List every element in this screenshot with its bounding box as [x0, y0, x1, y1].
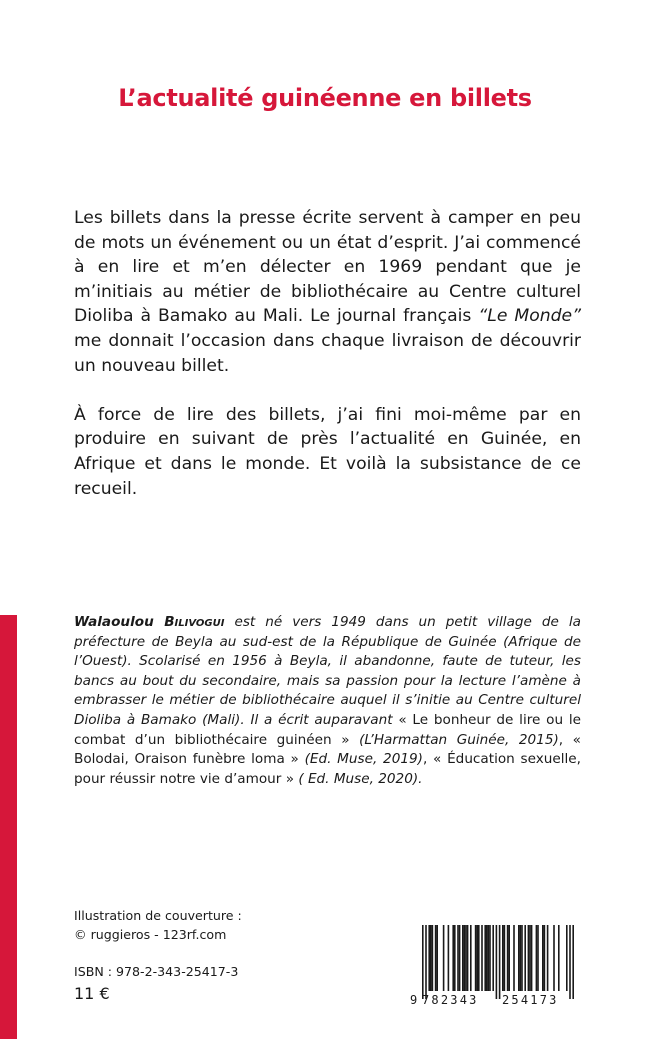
barcode-bar	[521, 925, 523, 991]
barcode-bar	[502, 925, 504, 991]
barcode-bar	[542, 925, 544, 991]
barcode-bar	[457, 925, 459, 991]
barcode-bar	[448, 925, 450, 991]
barcode-bar	[488, 925, 490, 991]
barcode-bar	[544, 925, 546, 991]
barcode-bar	[452, 925, 454, 991]
barcode-bar	[513, 925, 515, 991]
barcode-bar	[486, 925, 488, 991]
barcode-bar	[436, 925, 438, 991]
red-edge-bar	[0, 615, 17, 1039]
barcode-bar	[432, 925, 434, 991]
author-biography: Walaoulou Bilivogui est né vers 1949 dans un petit village de la préfecture de Beyla au sud-est de la République de Guinée (Afrique de l’Ouest). Scolarisé en 1956 à Beyla, il abandonne, faute de tuteur, les bancs au bout du secondaire, mais sa passion pour la lecture l’amène à embrasser le métier de bibliothécaire auquel il s’initie au Centre culturel Dioliba à Bamako (Mali). Il a écrit auparavant « Le bonheur de lire ou le combat d’un bibliothécaire guinéen » (L’Harmattan Guinée, 2015), « Bolodai, Oraison funèbre loma » (Ed. Muse, 2019), « Éducation sexuelle, pour réussir notre vie d’amour » ( Ed. Muse, 2020).	[74, 614, 581, 787]
barcode-bar	[572, 925, 574, 999]
barcode-bar	[443, 925, 445, 991]
barcode-bar	[454, 925, 456, 991]
barcode-bar	[430, 925, 432, 991]
barcode-bar	[425, 925, 427, 999]
barcode-bar	[470, 925, 472, 991]
barcode-graphic	[408, 925, 584, 1007]
barcode-left-digits: 782343	[422, 993, 479, 1007]
barcode-bar	[462, 925, 464, 991]
barcode-bar	[492, 925, 494, 991]
barcode-bar	[478, 925, 480, 991]
barcode-bar	[531, 925, 533, 991]
barcode-bar	[435, 925, 437, 991]
credits-source: © ruggieros - 123rf.com	[74, 927, 227, 942]
barcode-bar	[475, 925, 477, 991]
book-reference-3: « Éducation sexuelle, pour réussir notre vie d’amour »	[74, 751, 581, 787]
barcode-bar	[481, 925, 483, 991]
barcode-bar	[566, 925, 568, 991]
barcode-bar	[537, 925, 539, 991]
barcode-bar	[465, 925, 467, 991]
barcode-bar	[518, 925, 520, 991]
barcode-first-digit: 9	[410, 993, 418, 1007]
summary-paragraph-2: À force de lire des billets, j’ai fini moi-même par en produire en suivant de près l’actualité en Guinée, en Afrique et dans le monde. Et voilà la subsistance de ce recueil.	[74, 404, 581, 499]
barcode-bar	[508, 925, 510, 991]
author-name: Walaoulou Bilivogui	[74, 614, 225, 630]
barcode-bar	[529, 925, 531, 991]
barcode-bar	[476, 925, 478, 991]
barcode-bar	[553, 925, 555, 991]
barcode-bar	[524, 925, 526, 991]
isbn: ISBN : 978-2-343-25417-3	[74, 964, 239, 979]
barcode-bar	[528, 925, 530, 991]
barcode-right-digits: 254173	[502, 993, 559, 1007]
barcode-bar	[569, 925, 571, 999]
book-summary	[74, 206, 581, 526]
isbn-barcode	[408, 925, 584, 1007]
newspaper-name: “Le Monde”	[478, 306, 581, 327]
barcode-bar	[507, 925, 509, 991]
book-title: L’actualité guinéenne en billets	[118, 84, 532, 112]
book-reference-1: « Le bonheur de lire ou le combat d’un bibliothécaire guinéen »	[74, 711, 581, 748]
book-reference-2: « Bolodai, Oraison funèbre loma »	[74, 731, 581, 768]
barcode-bar	[520, 925, 522, 991]
barcode-bar	[496, 925, 498, 999]
barcode-bar	[489, 925, 491, 991]
barcode-bar	[504, 925, 506, 991]
cover-credits	[74, 906, 242, 944]
barcode-bar	[459, 925, 461, 991]
barcode-bar	[558, 925, 560, 991]
barcode-bar	[536, 925, 538, 991]
barcode-bar	[547, 925, 549, 991]
barcode-bar	[422, 925, 424, 999]
barcode-bar	[428, 925, 430, 991]
barcode-bar	[499, 925, 501, 999]
price: 11 €	[74, 984, 110, 1003]
barcode-bar	[467, 925, 469, 991]
barcode-bar	[464, 925, 466, 991]
summary-paragraph-1: Les billets dans la presse écrite servent à camper en peu de mots un événement ou un état d’esprit. J’ai commencé à en lire et m’en délecter en 1969 pendant que je m’initiais au métier de bibliothécaire au Centre culturel Dioliba à Bamako au Mali. Le journal français “Le Monde” me donnait l’occasion dans chaque livraison de découvrir un nouveau billet.	[74, 208, 581, 376]
credits-label: Illustration de couverture :	[74, 908, 242, 923]
barcode-bar	[484, 925, 486, 991]
